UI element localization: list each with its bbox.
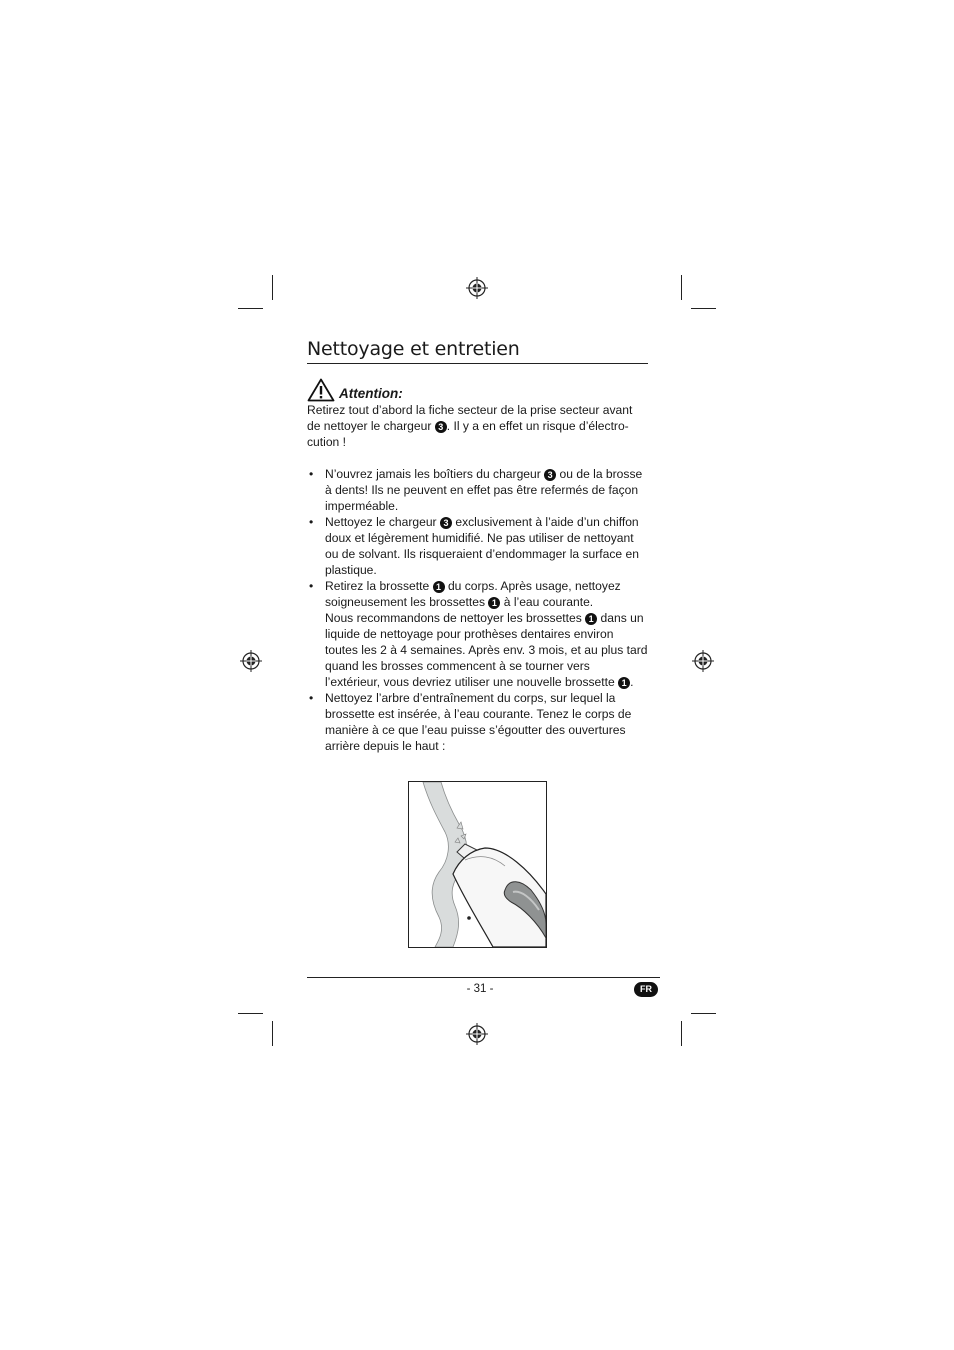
crop-mark (681, 1021, 682, 1046)
warning-title: Attention: (339, 385, 403, 401)
registration-mark-icon (240, 650, 262, 672)
crop-mark (681, 275, 682, 300)
registration-mark-icon (692, 650, 714, 672)
registration-mark-icon (466, 1023, 488, 1045)
list-item: • Retirez la brossette 1 du corps. Après usage, nettoyez soigneusement les brossettes 1 à l’eau courante. Nous recommandons de nettoyer les brossettes 1 dans un liquide de nettoyage pour prothèses dentaires environ toutes les 2 à 4 semaines. Après env. 3 mois, et au plus tard quand les brosses commencent à se tourner vers l’extérieur, vous devriez utiliser une nouvelle brossette 1 . (307, 578, 648, 690)
language-badge: FR (634, 982, 658, 997)
part-number-badge: 1 (488, 597, 500, 609)
registration-mark-icon (466, 277, 488, 299)
crop-mark (691, 1013, 716, 1014)
section-title: Nettoyage et entretien (307, 338, 648, 364)
crop-mark (691, 308, 716, 309)
part-number-badge: 1 (585, 613, 597, 625)
part-number-badge: 3 (435, 421, 447, 433)
part-number-badge: 1 (618, 677, 630, 689)
list-item: • Nettoyez l’arbre d’entraînement du corps, sur lequel la brossette est insérée, à l’eau courante. Tenez le corps de manière à ce que l’eau puisse s’égoutter des ouvertures arrière depuis le haut : (307, 690, 648, 754)
instruction-list (307, 466, 648, 754)
page-content (307, 338, 648, 754)
crop-mark (238, 308, 263, 309)
warning-header (307, 378, 648, 402)
warning-text: Retirez tout d’abord la fiche secteur de la prise secteur avant de nettoyer le chargeur 3 . Il y a en effet un risque d’électro-cution ! (307, 403, 633, 449)
list-item: • N’ouvrez jamais les boîtiers du chargeur 3 ou de la brosse à dents! Ils ne peuvent en effet pas être refermés de façon imperméable. (307, 466, 648, 514)
part-number-badge: 3 (544, 469, 556, 481)
crop-mark (238, 1013, 263, 1014)
cleaning-illustration (408, 781, 547, 948)
part-number-badge: 3 (440, 517, 452, 529)
crop-mark (272, 275, 273, 300)
footer-divider (307, 977, 660, 978)
warning-triangle-icon (307, 378, 335, 402)
crop-mark (272, 1021, 273, 1046)
page-number: - 31 - (466, 983, 494, 995)
list-item: • Nettoyez le chargeur 3 exclusivement à l’aide d’un chiffon doux et légèrement humidifié. Ne pas utiliser de nettoyant ou de solvant. Ils risqueraient d’endommager la surface en plastique. (307, 514, 648, 578)
part-number-badge: 1 (433, 581, 445, 593)
toothbrush-rinse-illustration (409, 782, 546, 947)
